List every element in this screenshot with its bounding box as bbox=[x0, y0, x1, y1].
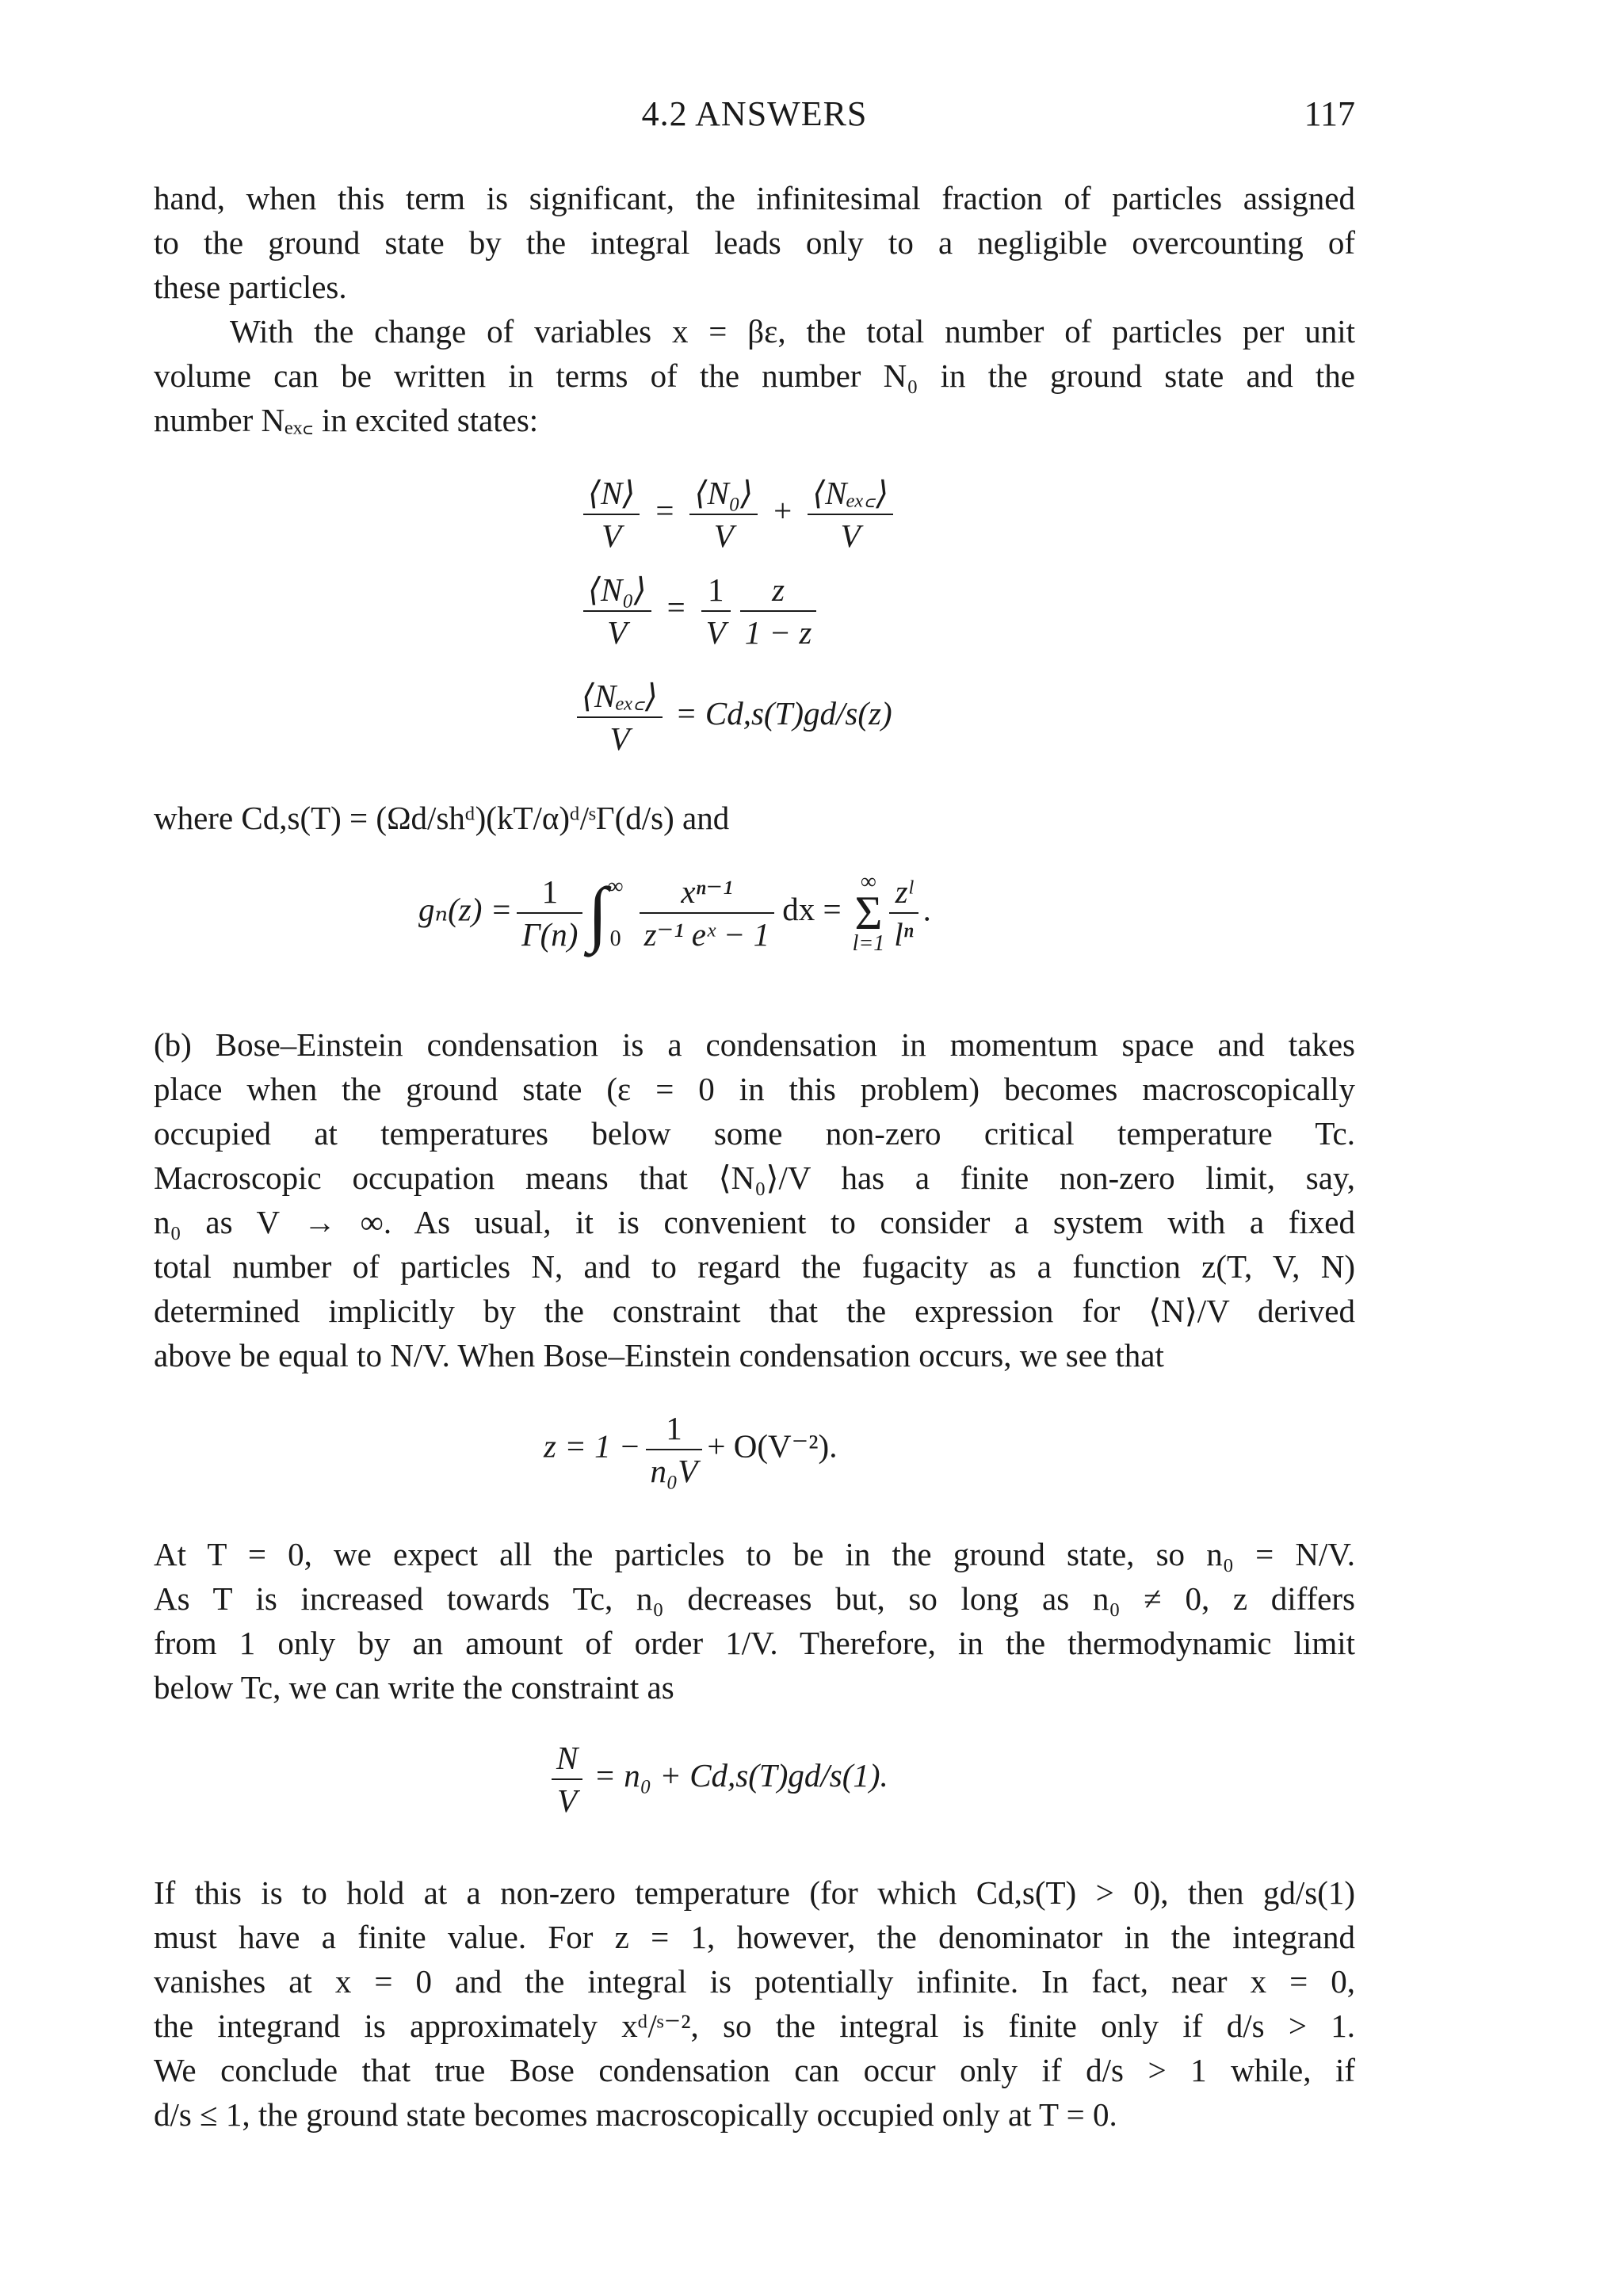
fraction bbox=[640, 874, 775, 952]
text-line: (b) Bose–Einstein condensation is a condensation in momentum space and takes bbox=[154, 1026, 1355, 1063]
paragraph-zero-temperature bbox=[154, 1532, 1355, 1710]
equals-sign: = bbox=[666, 589, 685, 626]
text-line: volume can be written in terms of the number N₀ in the ground state and the bbox=[154, 357, 1355, 394]
numerator: N bbox=[552, 1740, 582, 1780]
text-line: determined implicitly by the constraint that the expression for ⟨N⟩/V derived bbox=[154, 1293, 1355, 1329]
text-line: n₀ as V → ∞. As usual, it is convenient to consider a system with a fixed bbox=[154, 1204, 1355, 1240]
numerator: ⟨N₀⟩ bbox=[583, 572, 651, 612]
fraction bbox=[552, 1740, 582, 1818]
equation-lhs: gₙ(z) = bbox=[418, 891, 513, 928]
sum-upper: ∞ bbox=[860, 869, 876, 894]
numerator: zˡ bbox=[889, 874, 918, 914]
page-number: 117 bbox=[1304, 94, 1355, 133]
numerator: z bbox=[740, 572, 817, 612]
text-line: above be equal to N/V. When Bose–Einstein condensation occurs, we see that bbox=[154, 1337, 1164, 1373]
denominator: n₀V bbox=[650, 1453, 698, 1489]
paragraph-change-of-variables bbox=[154, 309, 1355, 442]
text-line: below Tc, we can write the constraint as bbox=[154, 1669, 674, 1706]
text-line: must have a finite value. For z = 1, however, the denominator in the integrand bbox=[154, 1919, 1355, 1955]
equation-constraint bbox=[547, 1740, 888, 1818]
denominator: V bbox=[840, 518, 861, 554]
numerator: ⟨Nₑₓ꜀⟩ bbox=[808, 476, 893, 515]
denominator: Γ(n) bbox=[521, 916, 579, 953]
denominator: lⁿ bbox=[894, 916, 914, 953]
sigma-sign: Σ bbox=[854, 887, 883, 939]
denominator: V bbox=[607, 614, 628, 651]
numerator: ⟨N⟩ bbox=[583, 476, 640, 515]
plus-sign: + bbox=[773, 492, 792, 529]
upper-limit: ∞ bbox=[607, 874, 624, 899]
equals-sign: = bbox=[655, 492, 674, 529]
fraction bbox=[889, 874, 918, 952]
text-line: As T is increased towards Tc, n₀ decreases but, so long as n₀ ≠ 0, z differs bbox=[154, 1580, 1355, 1617]
equation-bose-function bbox=[418, 869, 931, 956]
running-head: 4.2 ANSWERS bbox=[641, 94, 868, 133]
equation-rhs: = n₀ + Cd,s(T)gd/s(1). bbox=[594, 1757, 888, 1794]
text-line: from 1 only by an amount of order 1/V. Therefore, in the thermodynamic limit bbox=[154, 1625, 1355, 1661]
text-line: hand, when this term is significant, the infinitesimal fraction of particles assigned bbox=[154, 180, 1355, 216]
fraction bbox=[701, 572, 731, 650]
text-line: occupied at temperatures below some non-zero critical temperature Tc. bbox=[154, 1115, 1355, 1152]
integral-sign: ∫ bbox=[587, 873, 608, 953]
fraction bbox=[740, 572, 817, 650]
text-line: Macroscopic occupation means that ⟨N₀⟩/V has a finite non-zero limit, say, bbox=[154, 1159, 1355, 1196]
text-line: place when the ground state (ε = 0 in this problem) becomes macroscopically bbox=[154, 1071, 1355, 1107]
integral-limits bbox=[607, 874, 624, 951]
differential: dx = bbox=[782, 891, 842, 928]
summation bbox=[852, 869, 885, 956]
period: . bbox=[922, 891, 931, 928]
text-line: where Cd,s(T) = (Ωd/shᵈ)(kT/α)ᵈ/ˢΓ(d/s) and bbox=[154, 800, 730, 836]
denominator: z⁻¹ eˣ − 1 bbox=[643, 916, 770, 953]
text-line: number Nₑₓ꜀ in excited states: bbox=[154, 402, 539, 438]
text-line: vanishes at x = 0 and the integral is potentially infinite. In fact, near x = 0, bbox=[154, 1963, 1355, 2000]
denominator: 1 − z bbox=[744, 614, 812, 651]
numerator: xⁿ⁻¹ bbox=[640, 874, 775, 914]
equation-fugacity bbox=[544, 1411, 837, 1488]
text-line: total number of particles N, and to regard the fugacity as a function z(T, V, N) bbox=[154, 1248, 1355, 1285]
paragraph-conclusion bbox=[154, 1870, 1355, 2137]
equation-total-number bbox=[579, 476, 898, 553]
text-line: We conclude that true Bose condensation can occur only if d/s > 1 while, if bbox=[154, 2052, 1355, 2088]
fraction bbox=[646, 1411, 703, 1488]
equation-lhs: z = 1 − bbox=[544, 1427, 641, 1465]
sum-lower: l=1 bbox=[852, 931, 885, 956]
fraction bbox=[517, 874, 582, 952]
fraction bbox=[689, 476, 758, 553]
text-line: With the change of variables x = βε, the total number of particles per unit bbox=[230, 313, 1355, 350]
denominator: V bbox=[609, 720, 630, 757]
numerator: ⟨Nₑₓ꜀⟩ bbox=[577, 678, 663, 718]
paragraph-condensation bbox=[154, 1022, 1355, 1377]
paragraph-continuation bbox=[154, 176, 1355, 309]
numerator: 1 bbox=[701, 572, 731, 612]
fraction bbox=[583, 572, 651, 650]
numerator: 1 bbox=[646, 1411, 703, 1450]
denominator: V bbox=[557, 1782, 578, 1819]
denominator: V bbox=[713, 518, 734, 554]
text-line: If this is to hold at a non-zero temperature (for which Cd,s(T) > 0), then gd/s(1) bbox=[154, 1874, 1355, 1911]
fraction bbox=[577, 678, 663, 756]
denominator: V bbox=[601, 518, 622, 554]
equation-rhs: = Cd,s(T)gd/s(z) bbox=[674, 695, 892, 732]
text-line: the integrand is approximately xᵈ/ˢ⁻², so the integral is finite only if d/s > 1. bbox=[154, 2008, 1355, 2044]
numerator: 1 bbox=[517, 874, 582, 914]
text-line: d/s ≤ 1, the ground state becomes macroscopically occupied only at T = 0. bbox=[154, 2096, 1117, 2133]
paragraph-where bbox=[154, 796, 1355, 840]
lower-limit: 0 bbox=[609, 926, 621, 951]
numerator: ⟨N₀⟩ bbox=[689, 476, 758, 515]
equation-excited bbox=[572, 678, 892, 756]
fraction bbox=[583, 476, 640, 553]
equation-ground-state bbox=[579, 572, 821, 650]
denominator: V bbox=[705, 614, 726, 651]
equation-rhs: + O(V⁻²). bbox=[707, 1427, 838, 1465]
page-header bbox=[154, 94, 1355, 141]
text-line: these particles. bbox=[154, 269, 347, 305]
fraction bbox=[808, 476, 893, 553]
text-line: At T = 0, we expect all the particles to be in the ground state, so n₀ = N/V. bbox=[154, 1536, 1355, 1572]
text-line: to the ground state by the integral leads only to a negligible overcounting of bbox=[154, 224, 1355, 261]
